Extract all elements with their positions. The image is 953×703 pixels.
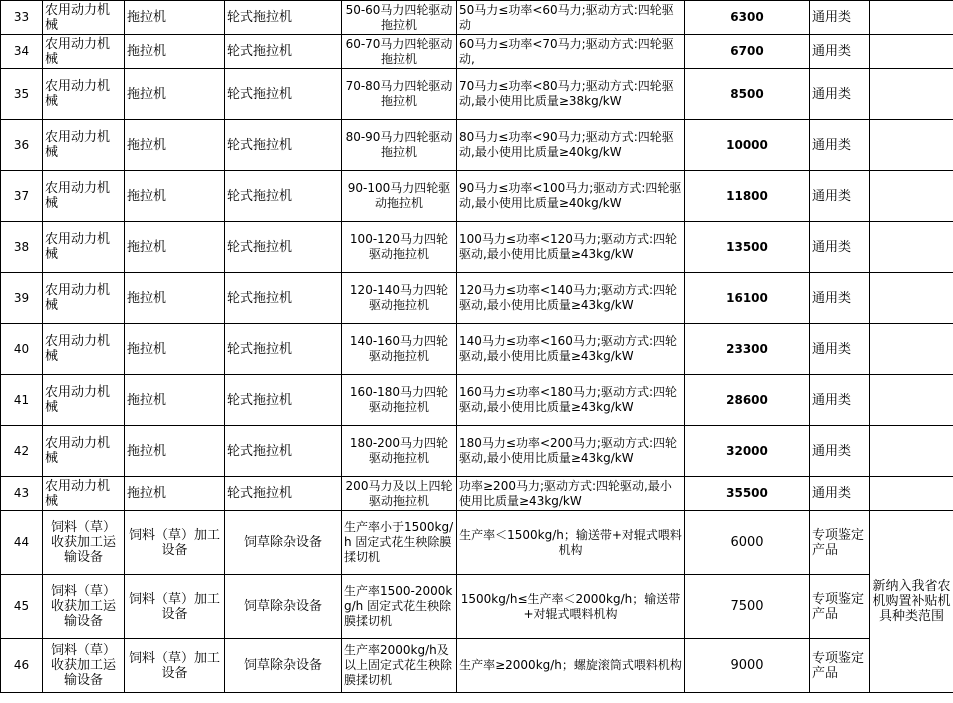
- subcategory-cell: 饲料（草）加工设备: [125, 511, 225, 575]
- params-cell: 80马力≤功率<90马力;驱动方式:四轮驱动,最小使用比质量≥40kg/kW: [457, 120, 685, 171]
- subcategory-cell: 拖拉机: [125, 120, 225, 171]
- grade-cell: 80-90马力四轮驱动拖拉机: [342, 120, 457, 171]
- type-cell: 通用类: [810, 324, 870, 375]
- type-cell: 通用类: [810, 273, 870, 324]
- item-cell: 轮式拖拉机: [225, 120, 342, 171]
- category-cell: 农用动力机械: [43, 222, 125, 273]
- price-cell: 28600: [685, 375, 810, 426]
- row-number: 40: [1, 324, 43, 375]
- price-cell: 32000: [685, 426, 810, 477]
- type-cell: 通用类: [810, 171, 870, 222]
- type-cell: 通用类: [810, 120, 870, 171]
- price-cell: 11800: [685, 171, 810, 222]
- type-cell: 通用类: [810, 222, 870, 273]
- subcategory-cell: 拖拉机: [125, 35, 225, 69]
- row-number: 35: [1, 69, 43, 120]
- row-number: 36: [1, 120, 43, 171]
- subcategory-cell: 拖拉机: [125, 375, 225, 426]
- grade-cell: 60-70马力四轮驱动拖拉机: [342, 35, 457, 69]
- subcategory-cell: 拖拉机: [125, 426, 225, 477]
- row-number: 42: [1, 426, 43, 477]
- empty-cell: [870, 120, 953, 171]
- table-row: [1, 477, 953, 511]
- params-cell: 50马力≤功率<60马力;驱动方式:四轮驱动: [457, 1, 685, 35]
- subcategory-cell: 拖拉机: [125, 1, 225, 35]
- table-row: [1, 273, 953, 324]
- grade-cell: 90-100马力四轮驱动拖拉机: [342, 171, 457, 222]
- type-cell: 通用类: [810, 477, 870, 511]
- table-row: [1, 426, 953, 477]
- empty-cell: [870, 222, 953, 273]
- price-cell: 7500: [685, 575, 810, 639]
- params-cell: 120马力≤功率<140马力;驱动方式:四轮驱动,最小使用比质量≥43kg/kW: [457, 273, 685, 324]
- table-row: [1, 375, 953, 426]
- price-cell: 23300: [685, 324, 810, 375]
- row-number: 44: [1, 511, 43, 575]
- table-row: [1, 575, 953, 639]
- row-number: 33: [1, 1, 43, 35]
- empty-cell: [870, 35, 953, 69]
- params-cell: 90马力≤功率<100马力;驱动方式:四轮驱动,最小使用比质量≥40kg/kW: [457, 171, 685, 222]
- row-number: 45: [1, 575, 43, 639]
- price-cell: 13500: [685, 222, 810, 273]
- row-number: 38: [1, 222, 43, 273]
- subcategory-cell: 饲料（草）加工设备: [125, 639, 225, 693]
- item-cell: 轮式拖拉机: [225, 273, 342, 324]
- row-number: 46: [1, 639, 43, 693]
- item-cell: 轮式拖拉机: [225, 477, 342, 511]
- subcategory-cell: 拖拉机: [125, 69, 225, 120]
- table-row: [1, 511, 953, 575]
- table-row: [1, 1, 953, 35]
- price-cell: 9000: [685, 639, 810, 693]
- item-cell: 轮式拖拉机: [225, 1, 342, 35]
- subcategory-cell: 拖拉机: [125, 477, 225, 511]
- params-cell: 功率≥200马力;驱动方式:四轮驱动,最小使用比质量≥43kg/kW: [457, 477, 685, 511]
- grade-cell: 180-200马力四轮驱动拖拉机: [342, 426, 457, 477]
- row-number: 41: [1, 375, 43, 426]
- empty-cell: [870, 477, 953, 511]
- category-cell: 农用动力机械: [43, 120, 125, 171]
- grade-cell: 50-60马力四轮驱动拖拉机: [342, 1, 457, 35]
- category-cell: 农用动力机械: [43, 69, 125, 120]
- type-cell: 通用类: [810, 69, 870, 120]
- params-cell: 100马力≤功率<120马力;驱动方式:四轮驱动,最小使用比质量≥43kg/kW: [457, 222, 685, 273]
- params-cell: 70马力≤功率<80马力;驱动方式:四轮驱动,最小使用比质量≥38kg/kW: [457, 69, 685, 120]
- category-cell: 饲料（草）收获加工运输设备: [43, 639, 125, 693]
- category-cell: 农用动力机械: [43, 426, 125, 477]
- row-number: 37: [1, 171, 43, 222]
- grade-cell: 200马力及以上四轮驱动拖拉机: [342, 477, 457, 511]
- item-cell: 轮式拖拉机: [225, 171, 342, 222]
- category-cell: 农用动力机械: [43, 477, 125, 511]
- grade-cell: 120-140马力四轮驱动拖拉机: [342, 273, 457, 324]
- category-cell: 农用动力机械: [43, 324, 125, 375]
- table-row: [1, 69, 953, 120]
- item-cell: 轮式拖拉机: [225, 35, 342, 69]
- row-number: 39: [1, 273, 43, 324]
- price-cell: 6700: [685, 35, 810, 69]
- empty-cell: [870, 171, 953, 222]
- type-cell: 通用类: [810, 35, 870, 69]
- grade-cell: 140-160马力四轮驱动拖拉机: [342, 324, 457, 375]
- empty-cell: [870, 426, 953, 477]
- type-cell: 通用类: [810, 426, 870, 477]
- type-cell: 专项鉴定产品: [810, 639, 870, 693]
- empty-cell: [870, 1, 953, 35]
- category-cell: 农用动力机械: [43, 1, 125, 35]
- item-cell: 轮式拖拉机: [225, 222, 342, 273]
- params-cell: 60马力≤功率<70马力;驱动方式:四轮驱动,: [457, 35, 685, 69]
- empty-cell: [870, 375, 953, 426]
- subcategory-cell: 拖拉机: [125, 171, 225, 222]
- params-cell: 160马力≤功率<180马力;驱动方式:四轮驱动,最小使用比质量≥43kg/kW: [457, 375, 685, 426]
- table-row: [1, 324, 953, 375]
- params-cell: 生产率≥2000kg/h；螺旋滚筒式喂料机构: [457, 639, 685, 693]
- row-number: 43: [1, 477, 43, 511]
- row-number: 34: [1, 35, 43, 69]
- price-cell: 35500: [685, 477, 810, 511]
- type-cell: 专项鉴定产品: [810, 575, 870, 639]
- empty-cell: [870, 324, 953, 375]
- table-row: [1, 639, 953, 693]
- item-cell: 饲草除杂设备: [225, 575, 342, 639]
- item-cell: 轮式拖拉机: [225, 375, 342, 426]
- params-cell: 1500kg/h≤生产率＜2000kg/h；输送带+对辊式喂料机构: [457, 575, 685, 639]
- category-cell: 饲料（草）收获加工运输设备: [43, 575, 125, 639]
- type-cell: 通用类: [810, 1, 870, 35]
- params-cell: 生产率＜1500kg/h；输送带+对辊式喂料机构: [457, 511, 685, 575]
- item-cell: 轮式拖拉机: [225, 69, 342, 120]
- empty-cell: [870, 69, 953, 120]
- category-cell: 饲料（草）收获加工运输设备: [43, 511, 125, 575]
- subcategory-cell: 拖拉机: [125, 324, 225, 375]
- price-cell: 6300: [685, 1, 810, 35]
- price-cell: 10000: [685, 120, 810, 171]
- item-cell: 饲草除杂设备: [225, 639, 342, 693]
- type-cell: 通用类: [810, 375, 870, 426]
- table-row: [1, 171, 953, 222]
- subcategory-cell: 饲料（草）加工设备: [125, 575, 225, 639]
- table-row: [1, 35, 953, 69]
- params-cell: 180马力≤功率<200马力;驱动方式:四轮驱动,最小使用比质量≥43kg/kW: [457, 426, 685, 477]
- grade-cell: 生产率1500-2000kg/h 固定式花生秧除膜揉切机: [342, 575, 457, 639]
- item-cell: 饲草除杂设备: [225, 511, 342, 575]
- price-cell: 8500: [685, 69, 810, 120]
- note-cell: 新纳入我省农机购置补贴机具种类范围: [870, 511, 953, 693]
- subcategory-cell: 拖拉机: [125, 273, 225, 324]
- item-cell: 轮式拖拉机: [225, 426, 342, 477]
- empty-cell: [870, 273, 953, 324]
- category-cell: 农用动力机械: [43, 171, 125, 222]
- grade-cell: 100-120马力四轮驱动拖拉机: [342, 222, 457, 273]
- table-body: [1, 1, 953, 693]
- item-cell: 轮式拖拉机: [225, 324, 342, 375]
- category-cell: 农用动力机械: [43, 375, 125, 426]
- table-row: [1, 222, 953, 273]
- category-cell: 农用动力机械: [43, 273, 125, 324]
- price-cell: 6000: [685, 511, 810, 575]
- table-row: [1, 120, 953, 171]
- grade-cell: 生产率小于1500kg/h 固定式花生秧除膜揉切机: [342, 511, 457, 575]
- category-cell: 农用动力机械: [43, 35, 125, 69]
- grade-cell: 160-180马力四轮驱动拖拉机: [342, 375, 457, 426]
- params-cell: 140马力≤功率<160马力;驱动方式:四轮驱动,最小使用比质量≥43kg/kW: [457, 324, 685, 375]
- price-cell: 16100: [685, 273, 810, 324]
- type-cell: 专项鉴定产品: [810, 511, 870, 575]
- subcategory-cell: 拖拉机: [125, 222, 225, 273]
- grade-cell: 70-80马力四轮驱动拖拉机: [342, 69, 457, 120]
- grade-cell: 生产率2000kg/h及以上固定式花生秧除膜揉切机: [342, 639, 457, 693]
